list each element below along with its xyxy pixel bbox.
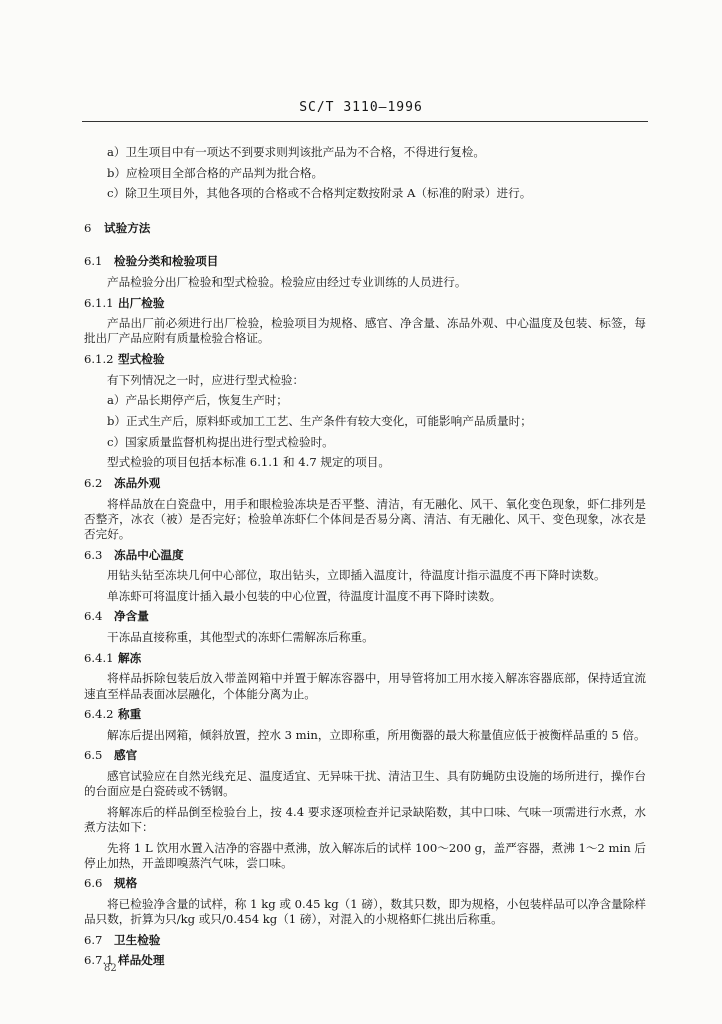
section-6-heading <box>84 221 646 236</box>
page-number: 82 <box>104 963 117 974</box>
section-number: 6.7.1 <box>84 953 114 968</box>
section-6-2-text: 将样品放在白瓷盘中，用手和眼检验冻块是否平整、清洁，有无融化、风干、氧化变色现象，虾仁排列是否整齐，冰衣（被）是否完好；检验单冻虾仁个体间是否易分离、清洁、有无融化、风干、变色现象，冰衣是否完好。 <box>84 496 646 541</box>
section-6-1-2-tail: 型式检验的项目包括本标准 6.1.1 和 4.7 规定的项目。 <box>107 455 390 470</box>
section-6-6-heading <box>84 876 646 891</box>
section-number: 6.4.1 <box>84 650 114 665</box>
section-6-3-para-1: 用钻头钻至冻块几何中心部位，取出钻头，立即插入温度计，待温度计指示温度不再下降时读数。 <box>107 568 606 583</box>
section-number: 6.4.2 <box>84 707 114 722</box>
section-title: 解冻 <box>118 650 142 665</box>
section-6-5-heading <box>84 748 646 763</box>
section-6-3-para-2: 单冻虾可将温度计插入最小包装的中心位置，待温度计温度不再下降时读数。 <box>107 588 502 603</box>
section-title: 卫生检验 <box>114 932 161 947</box>
section-6-3-heading <box>84 548 646 563</box>
section-title: 试验方法 <box>104 221 151 236</box>
section-number: 6.1.1 <box>84 295 114 310</box>
section-6-1-heading <box>84 254 646 269</box>
section-6-4-1-heading <box>84 651 646 666</box>
document-body <box>84 145 646 974</box>
section-6-1-2-intro: 有下列情况之一时，应进行型式检验： <box>107 372 305 387</box>
section-number: 6.4 <box>84 609 103 624</box>
section-number: 6.1.2 <box>84 352 114 367</box>
section-6-1-2-heading <box>84 352 646 367</box>
section-number: 6.2 <box>84 476 103 491</box>
section-number: 6 <box>84 221 92 236</box>
section-title: 检验分类和检验项目 <box>114 254 219 269</box>
section-number: 6.6 <box>84 876 103 891</box>
section-6-1-2-item-a: a）产品长期停产后，恢复生产时； <box>107 393 288 408</box>
section-6-7-heading <box>84 933 646 948</box>
section-6-6-text: 将已检验净含量的试样，称 1 kg 或 0.45 kg（1 磅），数其只数，即为规格，小包装样品可以净含量除样品只数，折算为只/kg 或只/0.454 kg（1 磅），对混入的小规格虾仁挑出后称重。 <box>84 896 646 926</box>
section-number: 6.3 <box>84 547 103 562</box>
section-6-5-para-3: 先将 1 L 饮用水置入洁净的容器中煮沸，放入解冻后的试样 100～200 g，盖严容器，煮沸 1～2 min 后停止加热，开盖即嗅蒸汽气味，尝口味。 <box>84 840 646 870</box>
section-6-5-para-2: 将解冻后的样品倒至检验台上，按 4.4 要求逐项检查并记录缺陷数，其中口味、气味一项需进行水煮，水煮方法如下： <box>84 804 646 834</box>
section-6-4-heading <box>84 609 646 624</box>
section-6-2-heading <box>84 476 646 491</box>
section-6-1-1-text: 产品出厂前必须进行出厂检验，检验项目为规格、感官、净含量、冻品外观、中心温度及包装、标签，每批出厂产品应附有质量检验合格证。 <box>84 316 646 346</box>
section-6-5-para-1: 感官试验应在自然光线充足、温度适宜、无异味干扰、清洁卫生、具有防蝇防虫设施的场所进行，操作台的台面应是白瓷砖或不锈钢。 <box>84 769 646 799</box>
header-rule <box>82 121 648 122</box>
section-title: 感官 <box>114 748 138 763</box>
section-title: 冻品外观 <box>114 476 161 491</box>
section-6-1-text: 产品检验分出厂检验和型式检验。检验应由经过专业训练的人员进行。 <box>107 275 467 290</box>
section-6-1-2-item-c: c）国家质量监督机构提出进行型式检验时。 <box>107 434 334 449</box>
section-title: 样品处理 <box>118 953 165 968</box>
section-title: 出厂检验 <box>118 295 165 310</box>
judgement-b: b）应检项目全部合格的产品判为批合格。 <box>107 165 324 180</box>
section-title: 规格 <box>114 876 138 891</box>
section-title: 冻品中心温度 <box>114 547 184 562</box>
section-title: 净含量 <box>114 609 149 624</box>
section-6-7-1-heading <box>84 953 646 968</box>
section-6-4-text: 干冻品直接称重，其他型式的冻虾仁需解冻后称重。 <box>107 630 374 645</box>
section-6-1-1-heading <box>84 296 646 311</box>
section-number: 6.1 <box>84 254 103 269</box>
section-number: 6.7 <box>84 932 103 947</box>
section-6-4-1-text: 将样品拆除包装后放入带盖网箱中并置于解冻容器中，用导管将加工用水接入解冻容器底部，保持适宜流速直至样品表面冰层融化，个体能分离为止。 <box>84 671 646 701</box>
judgement-a: a）卫生项目中有一项达不到要求则判该批产品为不合格，不得进行复检。 <box>107 145 485 159</box>
standard-header: SC/T 3110—1996 <box>299 100 423 115</box>
section-6-1-2-item-b: b）正式生产后，原料虾或加工工艺、生产条件有较大变化，可能影响产品质量时； <box>107 414 532 429</box>
section-title: 型式检验 <box>118 352 165 367</box>
section-number: 6.5 <box>84 748 103 763</box>
judgement-c: c）除卫生项目外，其他各项的合格或不合格判定数按附录 A（标准的附录）进行。 <box>107 186 532 201</box>
section-title: 称重 <box>118 707 142 722</box>
section-6-4-2-text: 解冻后提出网箱，倾斜放置，控水 3 min，立即称重，所用衡器的最大称量值应低于被衡样品重的 5 倍。 <box>107 727 646 742</box>
section-6-4-2-heading <box>84 707 646 722</box>
